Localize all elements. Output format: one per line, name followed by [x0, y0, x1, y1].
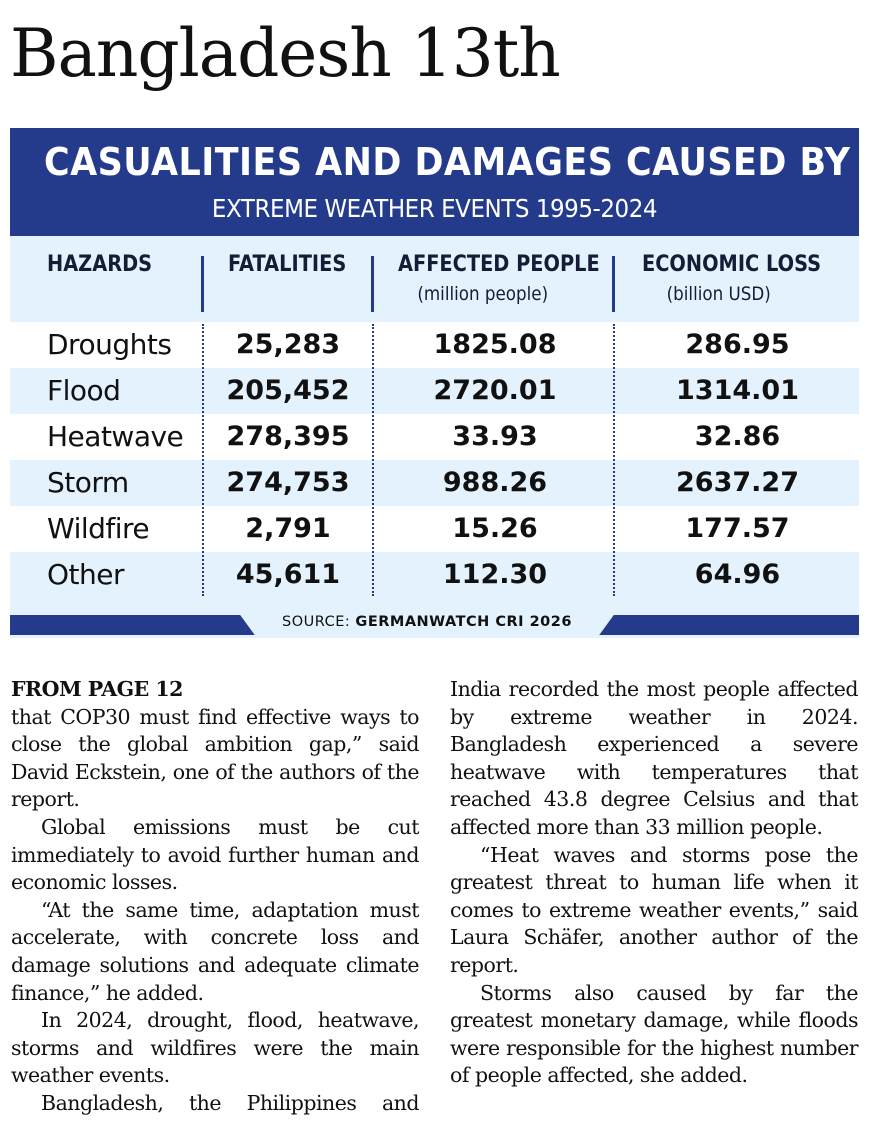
economic-loss-unit: (billion USD) [666, 283, 771, 305]
fatalities-value: 274,753 [226, 467, 350, 498]
column-header-affected-people: AFFECTED PEOPLE (million people) [398, 252, 600, 305]
headline: Bangladesh 13th [10, 15, 560, 92]
article-paragraph: Storms also caused by far the greatest monetary damage, while floods were responsible for the highest number of people affected, she added. [450, 980, 858, 1088]
article-paragraph: that COP30 must find effective ways to close the global ambition gap,” said David Eckstein, one of the authors of the report. [11, 704, 419, 812]
dotted-divider [613, 324, 615, 596]
source-credit [238, 614, 616, 630]
affected-value: 988.26 [442, 467, 548, 498]
economic-loss-value: 64.96 [694, 559, 781, 590]
article-paragraph: “Heat waves and storms pose the greatest threat to human life when it comes to extreme weather events,” said Laura Schäfer, another author of the report. [450, 842, 858, 977]
hazard-name: Other [47, 558, 125, 591]
fatalities-value: 278,395 [226, 421, 350, 452]
affected-value: 33.93 [452, 421, 538, 452]
affected-value: 112.30 [442, 559, 548, 590]
economic-loss-value: 2637.27 [676, 467, 799, 498]
infographic-banner [10, 128, 859, 236]
fatalities-value: 45,611 [235, 559, 341, 590]
source-label: SOURCE: [282, 614, 351, 630]
article-paragraph: In 2024, drought, flood, heatwave, storms and wildfires were the main weather events. [11, 1008, 419, 1088]
affected-value: 15.26 [452, 513, 538, 544]
column-header-economic-loss: ECONOMIC LOSS (billion USD) [642, 252, 822, 305]
article-paragraph: “At the same time, adaptation must accelerate, with concrete loss and damage solutions and adequate climate finance,” he added. [11, 897, 419, 1005]
hazard-name: Heatwave [47, 420, 184, 453]
table-row [10, 460, 859, 506]
column-divider [201, 256, 204, 312]
dotted-divider [202, 324, 204, 596]
table-row [10, 506, 859, 552]
table-row [10, 552, 859, 598]
fatalities-value: 205,452 [226, 375, 350, 406]
source-name: GERMANWATCH CRI 2026 [355, 614, 572, 630]
hazard-name: Flood [47, 374, 121, 407]
infographic-title: CASUALITIES AND DAMAGES CAUSED BY [43, 140, 851, 184]
table-row [10, 368, 859, 414]
hazard-name: Droughts [47, 328, 172, 361]
table-row [10, 322, 859, 368]
dotted-divider [372, 324, 374, 596]
column-divider [371, 256, 374, 312]
column-header-fatalities: FATALITIES [228, 252, 347, 277]
affected-people-unit: (million people) [417, 283, 549, 305]
column-header-hazards: HAZARDS [47, 252, 153, 277]
infographic-table [10, 128, 859, 638]
article-paragraph: India recorded the most people affected by extreme weather in 2024. Bangladesh experienced a severe heatwave with temperatures that reached 43.8 degree Celsius and that affected more than 33 million people. [450, 677, 858, 839]
affected-value: 1825.08 [433, 329, 557, 360]
affected-value: 2720.01 [433, 375, 557, 406]
article-column-right [450, 676, 858, 1090]
hazard-name: Storm [47, 466, 129, 499]
economic-loss-value: 1314.01 [676, 375, 799, 406]
kicker: FROM PAGE 12 [11, 677, 183, 701]
infographic-subtitle: EXTREME WEATHER EVENTS 1995-2024 [211, 194, 658, 223]
column-divider [612, 256, 615, 312]
article-paragraph: Bangladesh, the Philippines and [41, 1090, 419, 1115]
economic-loss-value: 177.57 [685, 513, 790, 544]
fatalities-value: 2,791 [245, 513, 331, 544]
economic-loss-value: 32.86 [694, 421, 781, 452]
article-paragraph: Global emissions must be cut immediately to avoid further human and economic losses. [11, 814, 419, 895]
hazard-name: Wildfire [47, 512, 150, 545]
economic-loss-value: 286.95 [685, 329, 790, 360]
table-row [10, 414, 859, 460]
article-column-left [11, 676, 419, 1118]
fatalities-value: 25,283 [235, 329, 341, 360]
